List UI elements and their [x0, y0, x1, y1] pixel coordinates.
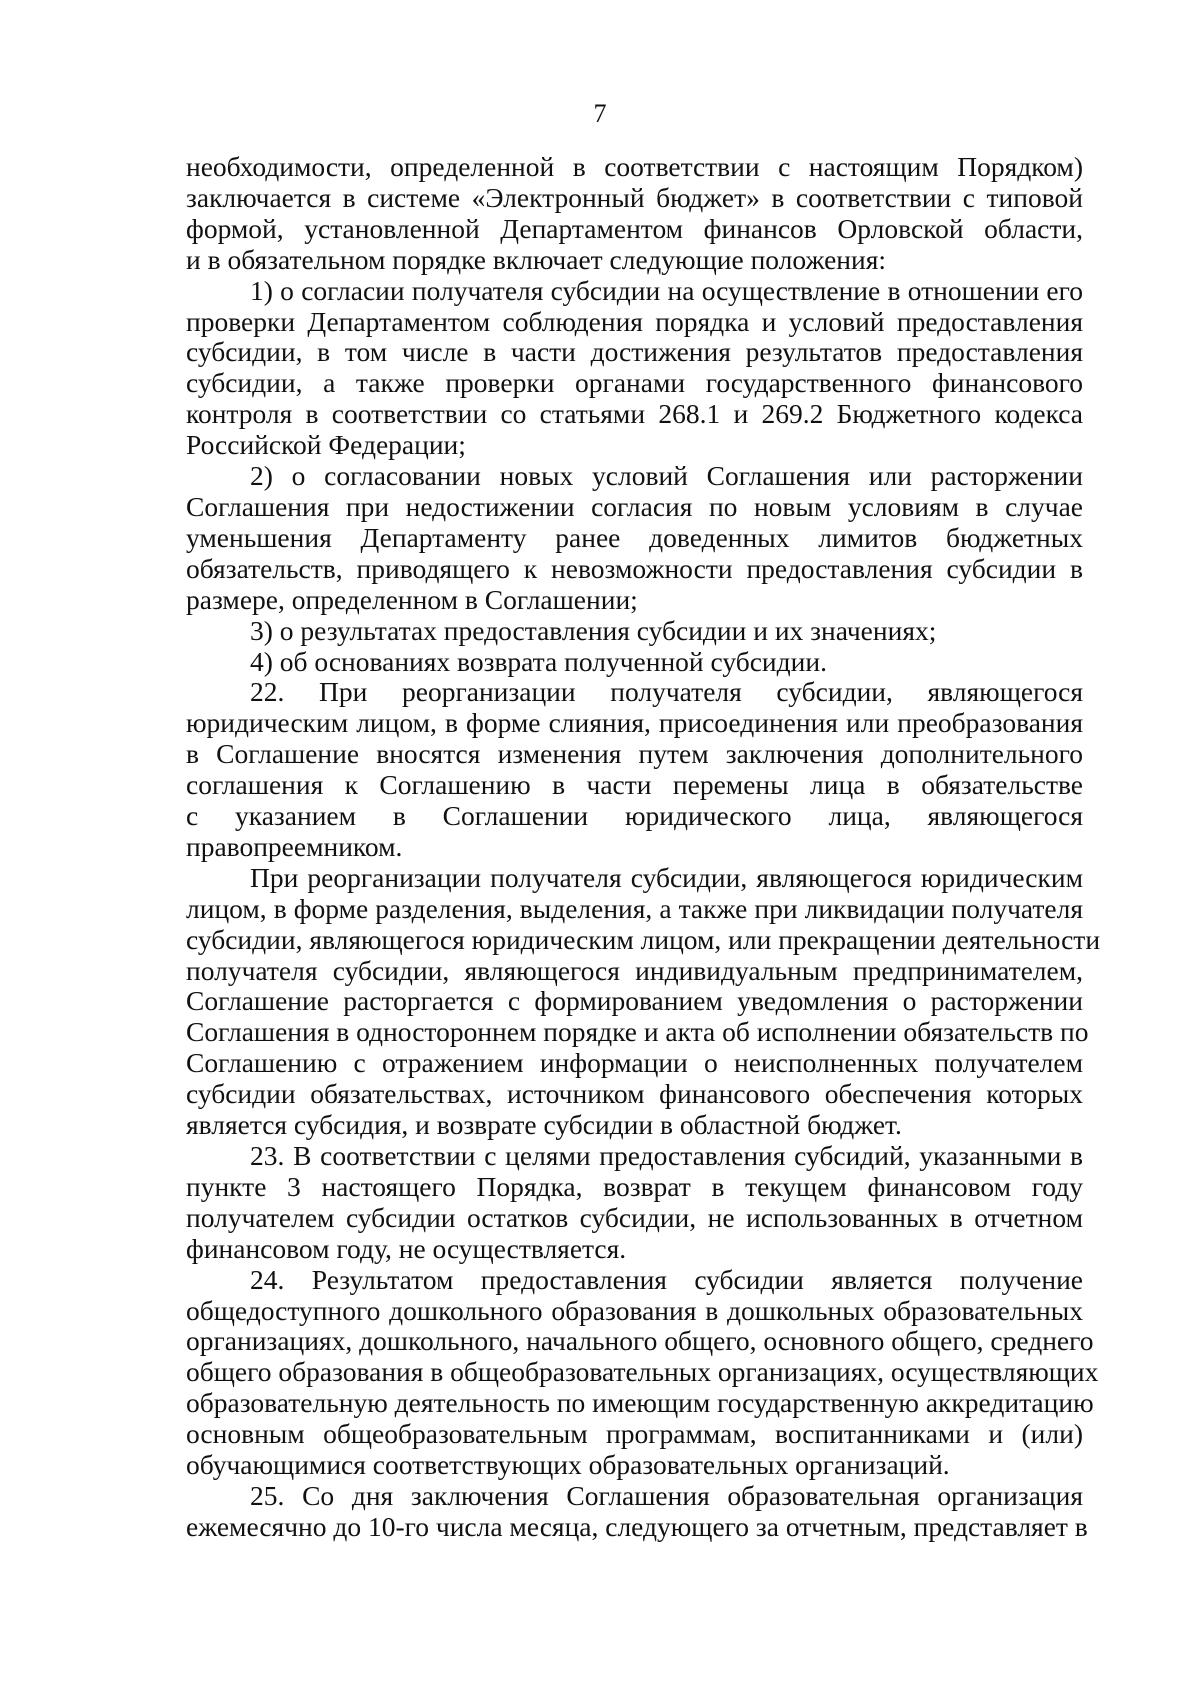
text-line: является субсидия, и возврате субсидии в областной бюджет.: [186, 1109, 902, 1141]
text-line: образовательную деятельность по имеющим государственную аккредитацию: [186, 1387, 1094, 1419]
document-body: [186, 151, 1101, 1543]
text-line: ежемесячно до 10-го числа месяца, следующего за отчетным, представляет в: [186, 1510, 1088, 1542]
text-line: проверки Департаментом соблюдения порядка и условий предоставления: [186, 305, 1083, 337]
text-line: получателем субсидии остатков субсидии, не использованных в отчетном: [186, 1201, 1083, 1233]
paragraph: [186, 861, 1101, 1141]
text-line: 1) о согласии получателя субсидии на осуществление в отношении его: [250, 274, 1083, 306]
paragraph: [186, 616, 1083, 647]
text-line: соглашения к Соглашению в части перемены лица в обязательстве: [186, 769, 1083, 801]
text-line: общего образования в общеобразовательных организациях, осуществляющих: [186, 1356, 1099, 1388]
text-line: финансовом году, не осуществляется.: [186, 1232, 627, 1264]
paragraph: [186, 1141, 1083, 1265]
page-number: 7: [593, 99, 607, 128]
text-line: уменьшения Департаменту ранее доведенных лимитов бюджетных: [186, 521, 1083, 553]
text-line: Соглашения в одностороннем порядке и акта об исполнении обязательств по: [186, 1016, 1089, 1048]
text-line: 25. Со дня заключения Соглашения образовательная организация: [250, 1479, 1083, 1511]
text-line: 24. Результатом предоставления субсидии является получение: [250, 1263, 1083, 1295]
text-line: Соглашение расторгается с формированием уведомления о расторжении: [186, 985, 1083, 1017]
text-line: заключается в системе «Электронный бюджет» в соответствии с типовой: [186, 181, 1083, 213]
text-line: Российской Федерации;: [186, 429, 466, 461]
text-line: лицом, в форме разделения, выделения, а также при ликвидации получателя: [186, 892, 1083, 924]
text-line: контроля в соответствии со статьями 268.1 и 269.2 Бюджетного кодекса: [186, 398, 1083, 430]
text-line: размере, определенном в Соглашении;: [186, 583, 638, 615]
text-line: субсидии, в том числе в части достижения результатов предоставления: [186, 336, 1083, 368]
text-line: обучающимися соответствующих образовательных организаций.: [186, 1449, 950, 1481]
text-line: субсидии, а также проверки органами государственного финансового: [186, 367, 1083, 399]
text-line: формой, установленной Департаментом финансов Орловской области,: [186, 212, 1083, 244]
text-line: 4) об основаниях возврата полученной субсидии.: [250, 645, 827, 677]
text-line: 22. При реорганизации получателя субсидии, являющегося: [250, 676, 1083, 708]
text-line: пункте 3 настоящего Порядка, возврат в текущем финансовом году: [186, 1170, 1083, 1202]
text-line: обязательств, приводящего к невозможности предоставления субсидии в: [186, 552, 1083, 584]
text-line: При реорганизации получателя субсидии, являющегося юридическим: [250, 861, 1083, 893]
text-line: организациях, дошкольного, начального общего, основного общего, среднего: [186, 1325, 1094, 1357]
text-line: основным общеобразовательным программам, воспитанниками и (или): [186, 1418, 1083, 1450]
text-line: юридическим лицом, в форме слияния, присоединения или преобразования: [186, 707, 1083, 739]
text-line: 23. В соответствии с целями предоставления субсидий, указанными в: [250, 1140, 1083, 1171]
text-line: с указанием в Соглашении юридического лица, являющегося: [186, 800, 1083, 832]
text-line: 2) о согласовании новых условий Соглашения или расторжении: [250, 460, 1083, 492]
text-line: правопреемником.: [186, 830, 403, 862]
text-line: и в обязательном порядке включает следующие положения:: [186, 243, 887, 275]
paragraph: [186, 461, 1083, 616]
text-line: Соглашения при недостижении согласия по новым условиям в случае: [186, 490, 1083, 522]
paragraph: [186, 677, 1083, 862]
text-line: Соглашению с отражением информации о неисполненных получателем: [186, 1047, 1083, 1079]
paragraph: [186, 1479, 1088, 1543]
text-line: необходимости, определенной в соответствии с настоящим Порядком): [186, 151, 1083, 182]
text-line: 3) о результатах предоставления субсидии и их значениях;: [250, 614, 937, 646]
paragraph: [186, 152, 1083, 276]
text-line: общедоступного дошкольного образования в дошкольных образовательных: [186, 1294, 1083, 1326]
text-line: в Соглашение вносятся изменения путем заключения дополнительного: [186, 738, 1083, 770]
text-line: субсидии, являющегося юридическим лицом, или прекращении деятельности: [186, 923, 1101, 955]
text-line: получателя субсидии, являющегося индивидуальным предпринимателем,: [186, 954, 1083, 986]
paragraph: [186, 1263, 1099, 1481]
text-line: субсидии обязательствах, источником финансового обеспечения которых: [186, 1078, 1083, 1110]
paragraph: [186, 276, 1083, 461]
paragraph: [186, 647, 1083, 678]
